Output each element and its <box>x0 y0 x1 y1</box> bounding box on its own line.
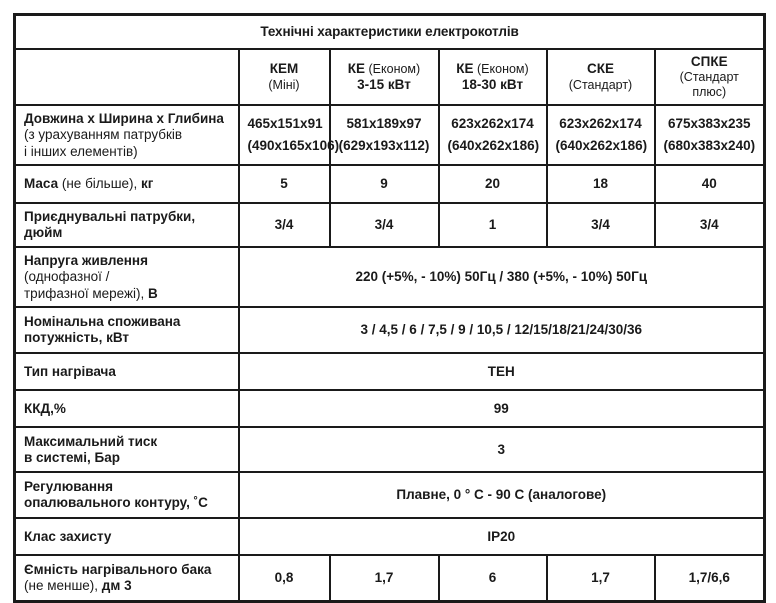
cell-dimensions-ke-3-15 <box>330 105 439 165</box>
cell-pipes-ke-18-30: 1 <box>439 203 547 247</box>
row-label-tank-capacity <box>15 555 239 601</box>
table-header-row <box>15 49 765 106</box>
row-label-voltage-note1: (однофазної / <box>24 269 110 285</box>
row-label-tank-capacity-unit: дм 3 <box>98 578 132 594</box>
column-header-spke <box>655 49 765 106</box>
column-header-spke-sub: (Стандарт плюс) <box>679 69 739 100</box>
cell-efficiency-all: 99 <box>239 390 765 427</box>
row-label-max-pressure-unit: в системі, Бар <box>24 449 121 465</box>
row-label-voltage <box>15 247 239 307</box>
row-label-voltage-unit: В <box>144 285 158 301</box>
cell-mass-ske: 18 <box>547 165 655 203</box>
cell-dimensions-ke-18-30-line1: 623x262x174 <box>451 116 534 131</box>
row-label-heater-type-main: Тип нагрівача <box>24 363 116 379</box>
row-label-mass-note: (не більше), <box>58 176 138 192</box>
cell-dimensions-ke-18-30-line2: (640x262x186) <box>447 138 540 154</box>
row-label-power-unit: потужність, кВт <box>24 330 130 346</box>
technical-specifications-table <box>13 13 766 603</box>
row-label-voltage-line3 <box>24 286 230 302</box>
cell-mass-spke: 40 <box>655 165 765 203</box>
cell-max-pressure-all: 3 <box>239 427 765 472</box>
row-label-mass-unit: кг <box>137 176 154 192</box>
row-label-dimensions-main: Довжина х Ширина х Глибина <box>24 110 224 126</box>
table-row <box>15 247 765 307</box>
cell-pipes-ske: 3/4 <box>547 203 655 247</box>
table-row <box>15 165 765 203</box>
row-label-power <box>15 307 239 353</box>
row-label-voltage-note2: трифазної мережі), <box>24 285 145 301</box>
row-label-tank-capacity-note: (не менше), <box>24 578 99 594</box>
cell-mass-ke-18-30: 20 <box>439 165 547 203</box>
cell-dimensions-kem-line1: 465x151x91 <box>247 116 323 131</box>
row-label-dimensions-note2: і інших елементів) <box>24 143 138 159</box>
table-row <box>15 518 765 555</box>
cell-tank-capacity-ke-18-30: 6 <box>439 555 547 601</box>
cell-tank-capacity-ke-3-15: 1,7 <box>330 555 439 601</box>
row-label-efficiency-main: ККД,% <box>24 400 66 416</box>
row-label-protection-class-main: Клас захисту <box>24 528 112 544</box>
column-header-ske-name: СКЕ <box>587 61 614 77</box>
column-header-ske <box>547 49 655 106</box>
column-header-ke-3-15-range: 3-15 кВт <box>357 76 411 92</box>
cell-voltage-all: 220 (+5%, - 10%) 50Гц / 380 (+5%, - 10%) 50Гц <box>239 247 765 307</box>
cell-dimensions-ske <box>547 105 655 165</box>
cell-pipes-spke: 3/4 <box>655 203 765 247</box>
column-header-kem-name: КЕМ <box>269 61 299 77</box>
column-header-kem-sub: (Міні) <box>268 77 300 92</box>
row-label-pipes <box>15 203 239 247</box>
table-row <box>15 472 765 518</box>
cell-dimensions-kem-line2: (490x165x106) <box>247 138 340 154</box>
table-title-row <box>15 15 765 49</box>
cell-regulation-all: Плавне, 0 ° С - 90 С (аналогове) <box>239 472 765 518</box>
cell-dimensions-ske-line2: (640x262x186) <box>555 138 648 154</box>
table-row <box>15 105 765 165</box>
cell-tank-capacity-ske: 1,7 <box>547 555 655 601</box>
row-label-protection-class <box>15 518 239 555</box>
row-label-regulation-main: Регулювання <box>24 479 114 494</box>
row-label-regulation <box>15 472 239 518</box>
row-label-power-main: Номінальна споживана <box>24 314 181 329</box>
column-header-ke-18-30-sub: (Економ) <box>473 61 529 76</box>
cell-dimensions-ke-3-15-line2: (629x193x112) <box>338 138 430 154</box>
column-header-ke-18-30-range: 18-30 кВт <box>461 76 524 92</box>
column-header-ke-3-15 <box>330 49 439 106</box>
row-label-mass <box>15 165 239 203</box>
row-label-dimensions-note1: (з урахуванням патрубків <box>24 127 183 143</box>
cell-mass-ke-3-15: 9 <box>330 165 439 203</box>
table-row <box>15 427 765 472</box>
cell-heater-type-all: ТЕН <box>239 353 765 390</box>
column-header-kem <box>239 49 330 106</box>
column-header-ke-3-15-name: КЕ <box>347 60 366 76</box>
row-label-max-pressure-main: Максимальний тиск <box>24 433 158 449</box>
spec-table-container <box>13 13 763 594</box>
cell-dimensions-ke-18-30 <box>439 105 547 165</box>
cell-power-all: 3 / 4,5 / 6 / 7,5 / 9 / 10,5 / 12/15/18/21/24/30/36 <box>239 307 765 353</box>
row-label-efficiency <box>15 390 239 427</box>
row-label-tank-capacity-main: Ємність нагрівального бака <box>24 561 212 577</box>
row-label-dimensions <box>15 105 239 165</box>
cell-protection-class-all: IP20 <box>239 518 765 555</box>
cell-dimensions-ske-line1: 623x262x174 <box>559 116 642 131</box>
cell-dimensions-kem <box>239 105 340 165</box>
cell-dimensions-spke-line2: (680x383x240) <box>663 138 756 154</box>
cell-dimensions-ke-3-15-line1: 581x189x97 <box>346 116 422 131</box>
row-label-pipes-main: Приєднувальні патрубки, <box>24 209 196 224</box>
column-header-ke-3-15-sub: (Економ) <box>365 61 421 76</box>
cell-dimensions-spke <box>655 105 765 165</box>
table-row <box>15 390 765 427</box>
row-label-mass-main: Маса <box>24 176 59 192</box>
row-label-pipes-unit: дюйм <box>24 225 63 241</box>
cell-dimensions-spke-line1: 675x383x235 <box>667 116 751 131</box>
row-label-max-pressure <box>15 427 239 472</box>
column-header-ke-18-30-name: КЕ <box>456 60 474 76</box>
column-header-spke-name: СПКЕ <box>690 53 728 69</box>
table-title: Технічні характеристики електрокотлів <box>15 15 765 49</box>
column-header-ke-18-30 <box>439 49 547 106</box>
table-row <box>15 555 765 601</box>
cell-mass-kem: 5 <box>239 165 330 203</box>
row-label-tank-capacity-line2 <box>24 578 230 594</box>
table-row <box>15 203 765 247</box>
table-row <box>15 353 765 390</box>
row-label-heater-type <box>15 353 239 390</box>
column-header-ske-sub: (Стандарт) <box>568 77 633 92</box>
cell-pipes-kem: 3/4 <box>239 203 330 247</box>
cell-tank-capacity-kem: 0,8 <box>239 555 330 601</box>
table-row <box>15 307 765 353</box>
cell-pipes-ke-3-15: 3/4 <box>330 203 439 247</box>
cell-tank-capacity-spke: 1,7/6,6 <box>655 555 765 601</box>
row-label-voltage-main: Напруга живлення <box>24 252 148 268</box>
row-label-regulation-unit: опалювального контуру, ˚С <box>24 495 208 511</box>
header-blank-corner <box>15 49 239 106</box>
